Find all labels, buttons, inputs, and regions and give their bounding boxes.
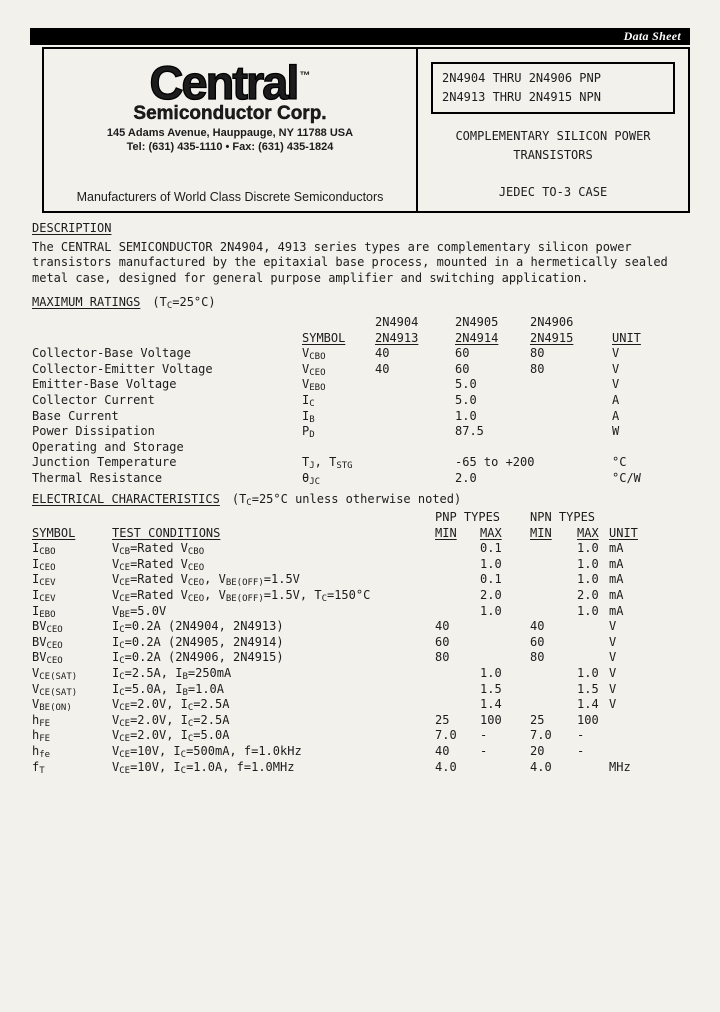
elec-char-row [32, 557, 690, 573]
max-rating-row-v3 [530, 377, 612, 393]
max-rating-row-label: Collector Current [32, 392, 155, 407]
max-rating-row-v2: 60 [455, 361, 470, 376]
max-rating-row-unit: A [612, 408, 620, 423]
elec-char-row-conditions: $I_C=2.5A$, $I_B=250mA$ [112, 666, 232, 682]
npn-types-header: NPN TYPES [530, 510, 596, 525]
elec-char-row-pnp_min [435, 541, 480, 557]
elec-char-row-conditions: $I_C=5.0A$, $I_B=1.0A$ [112, 681, 224, 698]
elec-char-row [32, 572, 690, 588]
document-body [32, 221, 692, 775]
elec-char-row-unit: mA [609, 556, 624, 571]
max-ratings-header-models [32, 315, 690, 331]
elec-char-row-pnp_min [435, 557, 480, 573]
pnp-min-column-header: MIN [435, 525, 457, 540]
max-rating-row-unit: V [612, 346, 620, 361]
max-rating-row-v1 [375, 455, 455, 471]
elec-char-row-pnp_min [435, 666, 480, 682]
elec-char-row-npn_max: - [577, 728, 585, 743]
max-rating-row-label: Emitter-Base Voltage [32, 377, 177, 392]
elec-char-row-npn_min [530, 572, 577, 588]
elec-char-row-pnp_min [435, 697, 480, 713]
max-rating-row-v2: 5.0 [455, 392, 477, 407]
symbol-column-header: SYMBOL [302, 330, 346, 345]
elec-char-row-symbol: $V_{CE(SAT)}$ [32, 666, 78, 682]
company-logo [149, 56, 311, 109]
elec-char-row [32, 666, 690, 682]
elec-char-row-pnp_max: 0.1 [480, 572, 502, 587]
elec-char-row-npn_max [577, 619, 609, 635]
max-rating-row-v1 [375, 393, 455, 409]
elec-char-row-npn_max [577, 650, 609, 666]
datasheet-banner [30, 28, 690, 45]
electrical-characteristics-table [32, 510, 690, 775]
elec-char-row-conditions: $I_C=0.2A$ (2N4905, 2N4914) [112, 634, 284, 651]
elec-char-row-conditions: $V_{BE}=5.0V$ [112, 603, 167, 620]
max-rating-row-unit [612, 440, 690, 456]
max-rating-row-v3 [530, 455, 612, 471]
elec-char-row-npn_max: 1.0 [577, 666, 599, 681]
elec-char-row-npn_min: 7.0 [530, 728, 552, 743]
spacer-cell [112, 510, 435, 526]
elec-char-row-symbol: $I_{CEO}$ [32, 556, 56, 573]
pnp-types-header: PNP TYPES [435, 510, 501, 525]
elec-char-row-pnp_max [480, 635, 530, 651]
elec-char-row-npn_max: 1.5 [577, 681, 599, 696]
test-conditions-column-header: TEST CONDITIONS [112, 525, 221, 540]
elec-char-row-conditions: $V_{CE}=Rated$ $V_{CEO}$ [112, 556, 205, 573]
max-rating-row [32, 346, 690, 362]
elec-char-row-unit: V [609, 697, 617, 712]
part-numbers-box [431, 62, 675, 114]
elec-char-row-symbol: $V_{CE(SAT)}$ [32, 681, 78, 698]
elec-char-row-symbol: $V_{BE(ON)}$ [32, 697, 72, 714]
max-rating-row-symbol [302, 440, 375, 456]
elec-char-row-pnp_min [435, 682, 480, 698]
max-rating-row-symbol: $I_C$ [302, 392, 315, 409]
electrical-characteristics-heading [32, 492, 692, 508]
elec-char-row-unit: V [609, 634, 617, 649]
trademark-symbol: ™ [299, 70, 311, 82]
electrical-characteristics-condition: ($T_C=25^\circ C$ unless otherwise noted) [231, 491, 462, 508]
elec-char-row-conditions: $V_{CE}=10V$, $I_C=1.0A$, f=1.0MHz [112, 759, 295, 776]
elec-char-row-conditions: $V_{CE}=Rated$ $V_{CEO}$, $V_{BE(OFF)}=1.5V$, $T_C=150^\circ C$ [112, 588, 371, 605]
symbol-column-header: SYMBOL [32, 525, 76, 540]
max-rating-row-symbol: $V_{CBO}$ [302, 346, 326, 363]
max-rating-row-label: Base Current [32, 408, 119, 423]
elec-char-row-symbol: $I_{EBO}$ [32, 603, 56, 620]
max-rating-row-v1 [375, 377, 455, 393]
max-rating-row-symbol: $T_J$, $T_{STG}$ [302, 455, 353, 472]
max-rating-row-symbol: $V_{CEO}$ [302, 361, 326, 378]
elec-char-row-symbol: $BV_{CEO}$ [32, 634, 63, 651]
elec-char-row-unit: mA [609, 603, 624, 618]
npn-max-column-header: MAX [577, 525, 599, 540]
elec-char-row-npn_min: 60 [530, 634, 545, 649]
elec-char-row-npn_min [530, 666, 577, 682]
elec-header-cols [32, 526, 690, 542]
elec-char-row-unit [609, 713, 690, 729]
part-info-block [416, 49, 688, 211]
elec-char-row-pnp_min: 40 [435, 619, 450, 634]
elec-char-row-pnp_min: 60 [435, 634, 450, 649]
elec-char-row-unit: V [609, 666, 617, 681]
max-rating-row-v3 [530, 440, 612, 456]
elec-char-row-pnp_max: 100 [480, 712, 502, 727]
max-rating-row-symbol: $V_{EBO}$ [302, 377, 326, 394]
max-rating-row-label: Junction Temperature [32, 455, 177, 470]
spacer-cell [32, 331, 302, 347]
max-rating-row-v2 [455, 440, 530, 456]
maximum-ratings-heading-text: MAXIMUM RATINGS [32, 295, 141, 310]
max-rating-row-v2: 1.0 [455, 408, 477, 423]
elec-char-row [32, 541, 690, 557]
elec-char-row [32, 635, 690, 651]
unit-column-header: UNIT [612, 330, 641, 345]
elec-char-row-npn_min: 20 [530, 744, 545, 758]
max-rating-row-v2: 5.0 [455, 377, 477, 392]
max-rating-row-v1: 40 [375, 346, 390, 361]
spacer-cell [302, 315, 375, 331]
max-rating-row-v3: 80 [530, 346, 545, 361]
elec-char-row-pnp_max [480, 619, 530, 635]
elec-char-row-npn_min [530, 604, 577, 620]
elec-char-row [32, 697, 690, 713]
max-rating-row-v1 [375, 409, 455, 425]
elec-char-row-npn_max [577, 760, 609, 776]
elec-char-row-unit [609, 744, 690, 760]
elec-char-row [32, 744, 690, 760]
elec-char-row-unit: mA [609, 588, 624, 603]
elec-char-row-conditions: $V_{CB}=Rated$ $V_{CBO}$ [112, 541, 205, 558]
company-contact: Tel: (631) 435-1110 • Fax: (631) 435-1824 [126, 141, 334, 154]
elec-char-row-npn_max: 1.4 [577, 697, 599, 712]
elec-char-row-symbol: $h_{FE}$ [32, 712, 51, 729]
elec-char-row-npn_max: 100 [577, 712, 599, 727]
max-rating-row-v1: 40 [375, 361, 390, 376]
npn-min-column-header: MIN [530, 525, 552, 540]
max-rating-row [32, 377, 690, 393]
max-rating-row-symbol: $P_D$ [302, 424, 315, 441]
max-rating-row-v2: 2.0 [455, 470, 477, 485]
elec-char-row [32, 619, 690, 635]
spacer-cell [32, 315, 302, 331]
elec-char-row-pnp_max: 1.0 [480, 603, 502, 618]
elec-char-row [32, 682, 690, 698]
unit-column-header: UNIT [609, 525, 638, 540]
model-header-3: 2N4906 [530, 314, 574, 329]
elec-char-row-conditions: $V_{CE}=2.0V$, $I_C=5.0A$ [112, 728, 230, 745]
elec-char-row-conditions: $V_{CE}=2.0V$, $I_C=2.5A$ [112, 697, 230, 714]
description-heading-text: DESCRIPTION [32, 221, 112, 235]
spacer-cell [609, 510, 690, 526]
elec-char-row-npn_max: 2.0 [577, 588, 599, 603]
max-rating-row [32, 471, 690, 487]
max-rating-row [32, 393, 690, 409]
elec-char-row-symbol: $f_T$ [32, 759, 45, 776]
elec-char-row-pnp_min [435, 588, 480, 604]
max-rating-row-v3: 80 [530, 361, 545, 376]
max-rating-row-v3 [530, 471, 612, 487]
elec-char-row-conditions: $I_C=0.2A$ (2N4904, 2N4913) [112, 619, 284, 636]
elec-char-row-conditions: $I_C=0.2A$ (2N4906, 2N4915) [112, 650, 284, 667]
elec-char-row-npn_min [530, 682, 577, 698]
max-rating-row-v3 [530, 409, 612, 425]
max-rating-row-unit: °C [612, 455, 627, 470]
elec-char-row-pnp_max [480, 650, 530, 666]
electrical-characteristics-heading-text: ELECTRICAL CHARACTERISTICS [32, 491, 220, 506]
elec-char-row-pnp_max [480, 760, 530, 776]
spacer-cell [32, 510, 112, 526]
elec-char-row-npn_min: 40 [530, 619, 545, 634]
max-rating-row-symbol: $\theta_{JC}$ [302, 470, 321, 487]
max-rating-row-label: Operating and Storage [32, 439, 184, 454]
elec-char-row-pnp_max: 1.5 [480, 681, 502, 696]
model-header-2: 2N4905 [455, 314, 499, 329]
elec-char-row-npn_min [530, 697, 577, 713]
elec-char-row-npn_min: 80 [530, 650, 545, 665]
max-rating-row-v1 [375, 440, 455, 456]
max-rating-row-v3 [530, 393, 612, 409]
elec-char-row-npn_min [530, 557, 577, 573]
product-title: COMPLEMENTARY SILICON POWER TRANSISTORS [455, 129, 651, 162]
max-rating-row-v2: -65 to +200 [455, 455, 535, 470]
elec-char-row-pnp_min [435, 572, 480, 588]
max-rating-row-label: Collector-Emitter Voltage [32, 361, 213, 376]
banner-label: Data Sheet [623, 29, 681, 43]
elec-char-row-pnp_max: 1.0 [480, 556, 502, 571]
elec-char-row-pnp_max: - [480, 744, 488, 758]
max-rating-row-label: Collector-Base Voltage [32, 346, 191, 361]
maximum-ratings-condition: $(T_C=25^\circ C)$ [152, 295, 216, 312]
pnp-max-column-header: MAX [480, 525, 502, 540]
elec-char-row-conditions: $V_{CE}=10V$, $I_C=500mA$, f=1.0kHz [112, 744, 302, 760]
maximum-ratings-heading [32, 295, 692, 311]
max-rating-row [32, 362, 690, 378]
elec-char-row-pnp_max: 2.0 [480, 588, 502, 603]
elec-char-row-npn_max: 1.0 [577, 556, 599, 571]
elec-char-row-conditions: $V_{CE}=Rated$ $V_{CEO}$, $V_{BE(OFF)}=1.5V$ [112, 572, 300, 589]
model-header-5: 2N4914 [455, 330, 499, 345]
company-logo-text: Central [149, 56, 298, 109]
elec-char-row [32, 760, 690, 776]
elec-char-row-npn_max [577, 635, 609, 651]
elec-char-row-pnp_max: - [480, 728, 488, 743]
maximum-ratings-table [32, 315, 690, 487]
elec-char-row-symbol: $h_{fe}$ [32, 744, 51, 760]
max-rating-row-unit: W [612, 424, 620, 439]
model-header-1: 2N4904 [375, 314, 419, 329]
max-rating-row-label: Power Dissipation [32, 424, 155, 439]
elec-char-row-unit: V [609, 619, 617, 634]
elec-char-row-npn_max: 1.0 [577, 603, 599, 618]
company-block [44, 49, 416, 211]
elec-char-row-npn_min [530, 588, 577, 604]
company-logo-subtitle: Semiconductor Corp. [133, 103, 327, 125]
elec-char-row-unit: MHz [609, 759, 631, 774]
max-rating-row-v3 [530, 424, 612, 440]
elec-char-row-conditions: $V_{CE}=2.0V$, $I_C=2.5A$ [112, 712, 230, 729]
description-heading [32, 221, 692, 237]
max-rating-row-unit: °C/W [612, 470, 641, 485]
elec-char-row-symbol: $BV_{CEO}$ [32, 619, 63, 636]
max-rating-row-label: Thermal Resistance [32, 470, 163, 485]
max-rating-row-v2: 87.5 [455, 424, 484, 439]
elec-char-row-pnp_max: 1.0 [480, 666, 502, 681]
elec-char-row-unit [609, 728, 690, 744]
elec-char-row-npn_max: 1.0 [577, 541, 599, 556]
elec-char-row-symbol: $I_{CBO}$ [32, 541, 56, 558]
description-text: The CENTRAL SEMICONDUCTOR 2N4904, 4913 series types are complementary silicon power transistors manufactured by the epitaxial base process, mounted in a hermetically sealed metal case, designed for general purpose amplifier and switching application. [32, 239, 668, 285]
elec-char-row-unit: mA [609, 541, 624, 556]
model-header-6: 2N4915 [530, 330, 574, 345]
elec-char-row-npn_min: 25 [530, 712, 545, 727]
elec-char-row-pnp_min: 80 [435, 650, 450, 665]
elec-char-row [32, 650, 690, 666]
max-ratings-header-cols [32, 331, 690, 347]
elec-char-row [32, 728, 690, 744]
elec-char-row [32, 713, 690, 729]
elec-char-row-npn_min: 4.0 [530, 759, 552, 774]
elec-char-row-npn_max: 1.0 [577, 572, 599, 587]
model-header-4: 2N4913 [375, 330, 419, 345]
max-rating-row-v2: 60 [455, 346, 470, 361]
elec-char-row-symbol: $h_{FE}$ [32, 728, 51, 745]
part-line-npn: 2N4913 THRU 2N4915 NPN [442, 90, 601, 105]
elec-char-row-symbol: $I_{CEV}$ [32, 572, 56, 589]
elec-char-row-pnp_min: 40 [435, 744, 450, 758]
elec-char-row-symbol: $I_{CEV}$ [32, 588, 56, 605]
company-tagline: Manufacturers of World Class Discrete Semiconductors [76, 190, 384, 204]
max-rating-row-v1 [375, 424, 455, 440]
case-type: JEDEC TO-3 CASE [498, 184, 608, 199]
max-rating-row [32, 455, 690, 471]
spacer-cell [612, 315, 690, 331]
elec-char-row-pnp_max: 1.4 [480, 697, 502, 712]
max-rating-row-unit: V [612, 377, 620, 392]
max-rating-row [32, 424, 690, 440]
elec-char-row-unit: V [609, 650, 617, 665]
max-rating-row-symbol: $I_B$ [302, 408, 315, 425]
elec-char-row-unit: mA [609, 572, 624, 587]
company-address: 145 Adams Avenue, Hauppauge, NY 11788 USA [106, 127, 354, 140]
elec-header-groups [32, 510, 690, 526]
elec-char-row-pnp_min [435, 604, 480, 620]
max-rating-row [32, 440, 690, 456]
max-rating-row [32, 409, 690, 425]
elec-char-row-npn_max: - [577, 744, 585, 758]
max-rating-row-unit: V [612, 361, 620, 376]
elec-char-row-pnp_min: 25 [435, 712, 450, 727]
elec-char-row [32, 588, 690, 604]
header-box [42, 47, 690, 213]
elec-char-row [32, 604, 690, 620]
max-rating-row-unit: A [612, 392, 620, 407]
elec-char-row-pnp_min: 7.0 [435, 728, 457, 743]
max-rating-row-v1 [375, 471, 455, 487]
elec-char-row-symbol: $BV_{CEO}$ [32, 650, 63, 667]
elec-char-row-npn_min [530, 541, 577, 557]
elec-char-row-unit: V [609, 681, 617, 696]
elec-char-row-pnp_max: 0.1 [480, 541, 502, 556]
elec-char-row-pnp_min: 4.0 [435, 759, 457, 774]
part-line-pnp: 2N4904 THRU 2N4906 PNP [442, 71, 601, 85]
